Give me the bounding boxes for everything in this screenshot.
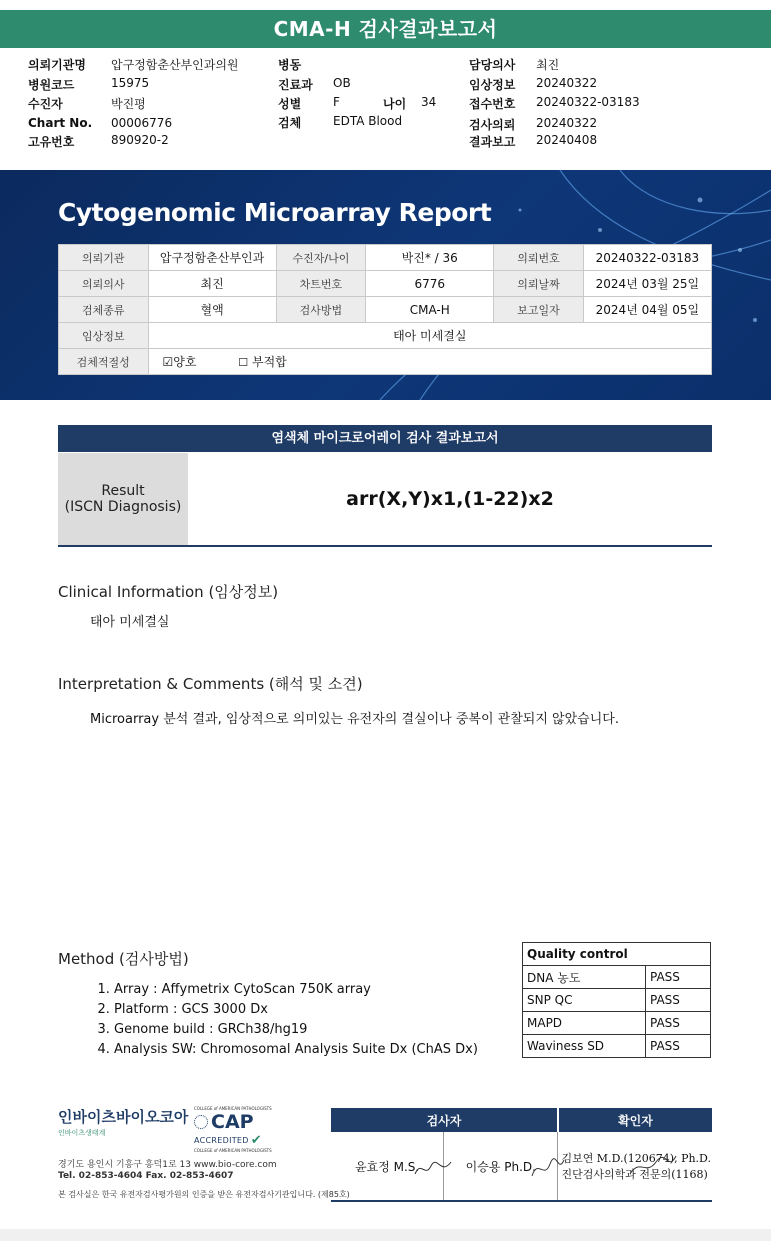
info-value: CMA-H xyxy=(366,297,494,323)
bottom-strip xyxy=(0,1229,771,1241)
banner-title: Cytogenomic Microarray Report xyxy=(58,198,492,227)
list-item: 3. Genome build : GRCh38/hg19 xyxy=(114,1020,478,1040)
header-value: 20240322-03183 xyxy=(536,95,640,109)
table-row xyxy=(523,989,711,1012)
list-item: 1. Array : Affymetrix CytoScan 750K array xyxy=(114,980,478,1000)
info-key: 검체종류 xyxy=(59,297,149,323)
header-value: 최진 xyxy=(536,58,560,72)
info-key: 수진자/나이 xyxy=(276,245,366,271)
qc-result: PASS xyxy=(646,966,711,989)
interpretation-title: Interpretation & Comments (해석 및 소견) xyxy=(58,675,363,693)
info-value: 박진* / 36 xyxy=(366,245,494,271)
info-key: 의뢰의사 xyxy=(59,271,149,297)
request-info-table xyxy=(58,244,712,375)
qc-title: Quality control xyxy=(523,943,711,966)
info-value: 2024년 04월 05일 xyxy=(583,297,711,323)
result-value: arr(X,Y)x1,(1-22)x2 xyxy=(346,488,554,510)
header-label: 성별 xyxy=(278,97,302,111)
cap-top-text: COLLEGE of AMERICAN PATHOLOGISTS xyxy=(194,1106,272,1111)
result-box xyxy=(58,453,712,547)
info-key: 검사방법 xyxy=(276,297,366,323)
quality-control-table xyxy=(522,942,711,1058)
company-address: 경기도 용인시 기흥구 흥덕1로 13 www.bio-core.com xyxy=(58,1160,277,1170)
info-value: 6776 xyxy=(366,271,494,297)
table-row xyxy=(523,1035,711,1058)
cap-logo xyxy=(194,1106,279,1153)
header-label: 수진자 xyxy=(28,97,63,111)
info-key: 차트번호 xyxy=(276,271,366,297)
table-row xyxy=(59,323,712,349)
cap-bottom-text: COLLEGE of AMERICAN PATHOLOGISTS xyxy=(194,1148,272,1153)
header-label: Chart No. xyxy=(28,116,93,130)
table-row xyxy=(523,966,711,989)
qc-result: PASS xyxy=(646,1035,711,1058)
table-row xyxy=(523,1012,711,1035)
examiner-header: 검사자 xyxy=(331,1108,558,1132)
header-label: 병동 xyxy=(278,58,302,72)
adequacy-option-good: 양호 xyxy=(173,355,197,369)
result-label-line2: (ISCN Diagnosis) xyxy=(64,499,182,515)
info-value: 2024년 03월 25일 xyxy=(583,271,711,297)
header-label: 병원코드 xyxy=(28,78,75,92)
table-row xyxy=(59,271,712,297)
info-key: 의뢰기관 xyxy=(59,245,149,271)
header-value: 압구정함춘산부인과의원 xyxy=(111,58,239,72)
method-title: Method (검사방법) xyxy=(58,950,189,968)
info-key: 의뢰날짜 xyxy=(494,271,584,297)
qc-name: Waviness SD xyxy=(523,1035,646,1058)
header-value: 15975 xyxy=(111,76,150,90)
examiner2-cell xyxy=(444,1132,558,1201)
info-value: 20240322-03183 xyxy=(583,245,711,271)
report-title: CMA-H 검사결과보고서 xyxy=(0,10,771,48)
table-row xyxy=(523,943,711,966)
certification-notice: 본 검사실은 한국 유전자검사평가원의 인증을 받은 유전자검사기관입니다. (제85호) xyxy=(58,1190,350,1199)
checked-checkbox-icon: ☑ xyxy=(162,355,174,369)
signature-icon xyxy=(628,1152,678,1178)
examiner1-cell xyxy=(331,1132,444,1201)
info-value: 최진 xyxy=(148,271,276,297)
header-label: 고유번호 xyxy=(28,135,75,149)
header-label: 임상정보 xyxy=(469,78,516,92)
header-label: 검체 xyxy=(278,116,302,130)
header-value: F xyxy=(333,95,340,109)
table-row xyxy=(59,245,712,271)
cap-text: CAP xyxy=(211,1111,254,1133)
checkmark-icon: ✔ xyxy=(250,1133,262,1148)
table-row xyxy=(59,297,712,323)
company-sub: 인바이츠생태계 xyxy=(58,1129,106,1137)
table-row xyxy=(331,1108,712,1132)
info-key: 임상정보 xyxy=(59,323,149,349)
qc-result: PASS xyxy=(646,989,711,1012)
table-row xyxy=(59,349,712,375)
qc-name: DNA 농도 xyxy=(523,966,646,989)
cap-accredited-text: ACCREDITED xyxy=(194,1136,249,1145)
confirmer-header: 확인자 xyxy=(558,1108,712,1132)
header-value: 00006776 xyxy=(111,116,173,130)
qc-name: MAPD xyxy=(523,1012,646,1035)
header-label: 담당의사 xyxy=(469,58,516,72)
info-key: 검체적절성 xyxy=(59,349,149,375)
confirmer-cell xyxy=(558,1132,712,1201)
header-label: 접수번호 xyxy=(469,97,516,111)
header-value: 20240408 xyxy=(536,133,598,147)
signature-table xyxy=(331,1108,712,1202)
header-value: EDTA Blood xyxy=(333,114,403,128)
header-value: 890920-2 xyxy=(111,133,169,147)
company-tel: Tel. 02-853-4604 Fax. 02-853-4607 xyxy=(58,1171,234,1181)
header-label: 진료과 xyxy=(278,78,313,92)
cap-accredited xyxy=(194,1133,279,1148)
company-name: 인바이츠바이오코아 xyxy=(58,1108,189,1126)
confirmer-line1: 김보연 M.D.(120674), Ph.D. xyxy=(561,1152,711,1165)
clinical-info-body: 태아 미세결실 xyxy=(90,615,170,630)
header-value: OB xyxy=(333,76,351,90)
result-label-line1: Result xyxy=(101,483,145,499)
info-value: 압구정함춘산부인과 xyxy=(148,245,276,271)
list-item: 2. Platform : GCS 3000 Dx xyxy=(114,1000,478,1020)
header-label: 의뢰기관명 xyxy=(28,58,86,72)
qc-result: PASS xyxy=(646,1012,711,1035)
header-value: 20240322 xyxy=(536,76,598,90)
interpretation-body: Microarray 분석 결과, 임상적으로 의미있는 유전자의 결실이나 중복이 관찰되지 않았습니다. xyxy=(90,712,619,727)
adequacy-option-bad: 부적합 xyxy=(251,355,287,369)
clinical-info-title: Clinical Information (임상정보) xyxy=(58,583,279,601)
cap-dots-icon xyxy=(194,1115,208,1129)
unchecked-checkbox-icon: ☐ xyxy=(238,356,249,369)
info-key: 의뢰번호 xyxy=(494,245,584,271)
section-title-bar: 염색체 마이크로어레이 검사 결과보고서 xyxy=(58,425,712,452)
info-value: 혈액 xyxy=(148,297,276,323)
header-label: 나이 xyxy=(383,97,407,111)
table-row xyxy=(331,1132,712,1201)
confirmer-line2: 진단검사의학과 전문의(1168) xyxy=(561,1168,708,1181)
header-value: 34 xyxy=(421,95,437,109)
result-label xyxy=(58,453,188,545)
examiner2-name: 이승용 Ph.D. xyxy=(465,1159,536,1174)
qc-name: SNP QC xyxy=(523,989,646,1012)
company-logo xyxy=(58,1106,188,1138)
header-value: 박진평 xyxy=(111,97,146,111)
header-value: 20240322 xyxy=(536,116,598,130)
cap-mark xyxy=(194,1111,279,1133)
report-banner xyxy=(0,170,771,400)
examiner1-name: 윤효정 M.S. xyxy=(355,1159,420,1174)
header-label: 검사의뢰 xyxy=(469,118,516,132)
list-item: 4. Analysis SW: Chromosomal Analysis Suite Dx (ChAS Dx) xyxy=(114,1040,478,1060)
header-label: 결과보고 xyxy=(469,135,516,149)
adequacy-options xyxy=(148,349,712,375)
clinical-value: 태아 미세결실 xyxy=(148,323,712,349)
method-list xyxy=(58,980,478,1060)
info-key: 보고일자 xyxy=(494,297,584,323)
